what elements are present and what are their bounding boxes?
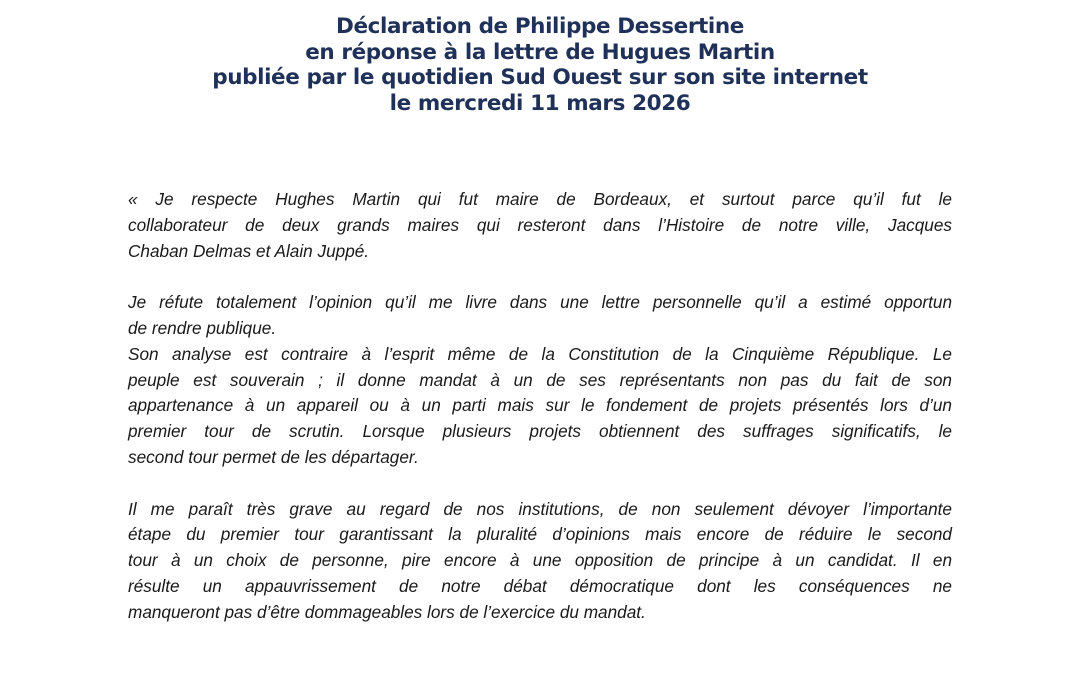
paragraph-line: Son analyse est contraire à l’esprit même de la Constitution de la Cinquième République. Le <box>128 343 952 364</box>
paragraph-2 <box>128 290 952 342</box>
document-title <box>0 14 1080 116</box>
paragraph-line: premier tour de scrutin. Lorsque plusieurs projets obtiennent des suffrages significatifs, le <box>128 421 952 442</box>
title-line-3: publiée par le quotidien Sud Ouest sur son site internet <box>212 65 868 90</box>
title-line-1: Déclaration de Philippe Dessertine <box>336 14 744 39</box>
paragraph-line: étape du premier tour garantissant la pluralité d’opinions mais encore de réduire le second <box>128 524 952 545</box>
paragraph-line: tour à un choix de personne, pire encore à une opposition de principe à un candidat. Il en <box>128 550 952 571</box>
paragraph-1 <box>128 187 952 264</box>
document-body <box>128 187 952 626</box>
title-line-2: en réponse à la lettre de Hugues Martin <box>305 39 775 65</box>
paragraph-3 <box>128 342 952 471</box>
paragraph-line: Chaban Delmas et Alain Juppé. <box>128 240 370 261</box>
paragraph-line: appartenance à un appareil ou à un parti mais sur le fondement de projets présentés lors d’un <box>128 395 952 416</box>
paragraph-4 <box>128 497 952 626</box>
paragraph-gap <box>128 264 952 290</box>
truncated-next-paragraph <box>128 664 952 675</box>
paragraph-line: peuple est souverain ; il donne mandat à un de ses représentants non pas du fait de son <box>128 369 952 390</box>
paragraph-line: Il me paraît très grave au regard de nos institutions, de non seulement dévoyer l’importante <box>128 498 952 519</box>
paragraph-line: « Je respecte Hughes Martin qui fut maire de Bordeaux, et surtout parce qu’il fut le <box>128 189 952 209</box>
paragraph-line: collaborateur de deux grands maires qui resteront dans l’Histoire de notre ville, Jacques <box>128 214 952 235</box>
paragraph-line: manqueront pas d’être dommageables lors de l’exercice du mandat. <box>128 601 646 622</box>
paragraph-line: Je réfute totalement l’opinion qu’il me livre dans une lettre personnelle qu’il a estimé opportun <box>128 292 952 313</box>
paragraph-gap <box>128 471 952 497</box>
title-line-4: le mercredi 11 mars 2026 <box>389 90 691 116</box>
paragraph-line: de rendre publique. <box>128 317 277 338</box>
paragraph-line: résulte un appauvrissement de notre débat démocratique dont les conséquences ne <box>128 575 952 596</box>
truncated-line-tops <box>128 666 952 675</box>
paragraph-line: second tour permet de les départager. <box>128 446 419 467</box>
